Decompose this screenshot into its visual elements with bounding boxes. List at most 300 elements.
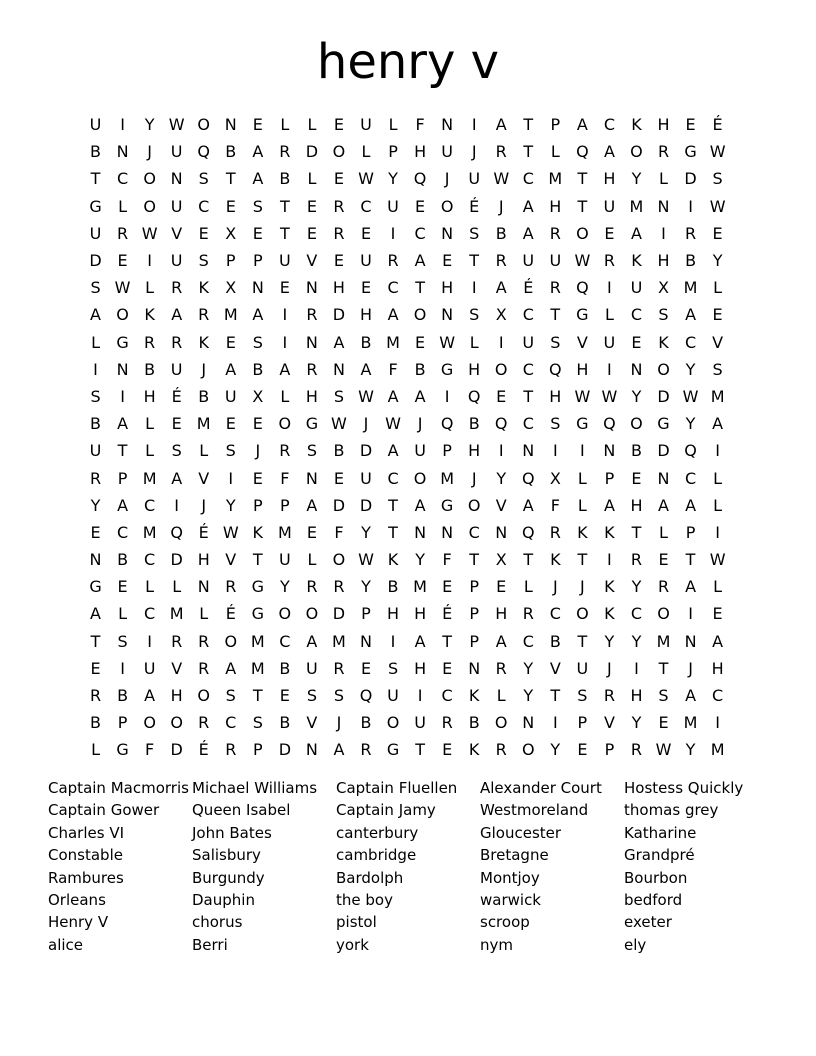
grid-letter[interactable]: O [657,359,670,379]
grid-letter[interactable]: T [225,169,236,189]
grid-letter[interactable]: E [279,686,290,706]
grid-letter[interactable]: O [467,495,481,515]
grid-letter[interactable]: E [171,414,182,434]
grid-letter[interactable]: U [387,196,399,216]
grid-letter[interactable]: U [224,386,237,406]
grid-letter[interactable]: Y [144,115,155,135]
grid-letter[interactable]: D [278,740,292,760]
grid-letter[interactable]: A [495,115,507,135]
grid-letter[interactable]: E [252,223,263,243]
grid-letter[interactable]: C [522,169,534,189]
grid-letter[interactable]: A [279,359,291,379]
grid-letter[interactable]: E [360,658,372,678]
grid-letter[interactable]: T [415,740,425,760]
grid-letter[interactable]: D [305,142,319,162]
grid-letter[interactable]: R [333,223,345,243]
grid-letter[interactable]: G [305,414,319,434]
grid-letter[interactable]: É [198,522,209,542]
grid-letter[interactable]: H [414,658,427,678]
grid-letter[interactable]: T [442,631,453,651]
grid-letter[interactable]: M [413,577,427,597]
grid-letter[interactable]: J [471,142,477,162]
grid-letter[interactable]: É [225,604,236,624]
grid-letter[interactable]: U [278,550,291,570]
grid-letter[interactable]: I [715,441,720,461]
grid-letter[interactable]: H [414,604,427,624]
grid-letter[interactable]: P [469,604,479,624]
grid-letter[interactable]: M [683,278,698,298]
grid-letter[interactable]: B [333,441,345,461]
grid-letter[interactable]: P [388,142,398,162]
grid-letter[interactable]: Q [197,142,210,162]
grid-letter[interactable]: M [277,522,292,542]
grid-letter[interactable]: D [657,386,670,406]
grid-letter[interactable]: I [471,278,477,298]
grid-letter[interactable]: N [630,359,643,379]
grid-letter[interactable]: U [576,658,589,678]
grid-letter[interactable]: R [117,223,129,243]
grid-letter[interactable]: N [305,740,318,760]
grid-letter[interactable]: H [170,686,183,706]
grid-letter[interactable]: C [712,686,724,706]
grid-letter[interactable]: E [496,386,507,406]
grid-letter[interactable]: Y [631,577,642,597]
grid-letter[interactable]: R [441,713,453,733]
grid-letter[interactable]: D [170,550,183,570]
grid-letter[interactable]: E [360,278,372,298]
grid-letter[interactable]: R [279,142,291,162]
grid-letter[interactable]: F [415,115,425,135]
grid-letter[interactable]: N [414,522,427,542]
grid-letter[interactable]: L [307,115,317,135]
grid-letter[interactable]: N [522,713,535,733]
grid-letter[interactable]: T [252,686,263,706]
grid-letter[interactable]: S [658,305,669,325]
grid-letter[interactable]: I [417,686,423,706]
grid-letter[interactable]: K [604,522,615,542]
grid-letter[interactable]: W [709,142,726,162]
grid-letter[interactable]: V [225,550,237,570]
grid-letter[interactable]: W [574,251,591,271]
grid-letter[interactable]: N [305,332,318,352]
grid-letter[interactable]: Q [521,522,535,542]
grid-letter[interactable]: S [198,169,209,189]
grid-letter[interactable]: O [143,169,156,189]
grid-letter[interactable]: H [657,115,670,135]
grid-letter[interactable]: R [279,441,291,461]
grid-letter[interactable]: Y [279,577,290,597]
grid-letter[interactable]: F [550,495,560,515]
grid-letter[interactable]: G [89,196,102,216]
grid-letter[interactable]: B [468,414,480,434]
grid-letter[interactable]: B [685,251,697,271]
grid-letter[interactable]: K [631,115,642,135]
grid-letter[interactable]: I [634,658,639,678]
grid-letter[interactable]: H [359,305,372,325]
grid-letter[interactable]: V [495,495,507,515]
grid-letter[interactable]: R [549,522,561,542]
grid-letter[interactable]: R [306,359,318,379]
grid-letter[interactable]: S [469,305,480,325]
grid-letter[interactable]: U [143,658,156,678]
grid-letter[interactable]: K [252,522,264,542]
grid-letter[interactable]: H [711,658,724,678]
grid-letter[interactable]: C [116,169,129,189]
grid-letter[interactable]: C [144,550,156,570]
grid-letter[interactable]: B [90,142,102,162]
grid-letter[interactable]: D [359,495,373,515]
grid-letter[interactable]: A [117,495,129,515]
grid-letter[interactable]: E [90,658,101,678]
grid-letter[interactable]: É [171,386,182,406]
grid-letter[interactable]: K [468,740,480,760]
grid-letter[interactable]: F [334,522,344,542]
grid-letter[interactable]: C [116,522,129,542]
grid-letter[interactable]: A [252,142,264,162]
grid-letter[interactable]: I [390,631,396,651]
grid-letter[interactable]: E [333,468,344,488]
grid-letter[interactable]: U [603,332,616,352]
grid-letter[interactable]: E [685,115,696,135]
grid-letter[interactable]: D [359,441,373,461]
grid-letter[interactable]: K [604,604,615,624]
grid-letter[interactable]: Y [523,686,534,706]
grid-letter[interactable]: T [550,686,561,706]
grid-letter[interactable]: B [630,441,642,461]
grid-letter[interactable]: K [198,278,209,298]
grid-letter[interactable]: P [685,522,696,542]
grid-letter[interactable]: T [685,550,696,570]
grid-letter[interactable]: M [386,332,400,352]
grid-letter[interactable]: G [576,414,589,434]
grid-letter[interactable]: C [522,305,534,325]
grid-letter[interactable]: O [576,604,589,624]
grid-letter[interactable]: C [522,631,534,651]
grid-letter[interactable]: I [174,495,180,515]
grid-letter[interactable]: W [574,386,591,406]
grid-letter[interactable]: E [712,305,723,325]
grid-letter[interactable]: M [142,468,157,488]
grid-letter[interactable]: H [468,359,481,379]
grid-letter[interactable]: C [387,278,399,298]
grid-letter[interactable]: O [440,196,454,216]
grid-letter[interactable]: B [144,359,156,379]
grid-letter[interactable]: O [413,305,427,325]
grid-letter[interactable]: I [715,522,720,542]
grid-letter[interactable]: C [630,604,643,624]
grid-letter[interactable]: Y [631,169,642,189]
grid-letter[interactable]: I [498,332,504,352]
grid-letter[interactable]: N [441,223,454,243]
grid-letter[interactable]: C [468,522,480,542]
grid-letter[interactable]: R [198,713,210,733]
grid-letter[interactable]: A [333,740,345,760]
grid-letter[interactable]: I [120,658,125,678]
grid-letter[interactable]: C [684,332,697,352]
grid-letter[interactable]: Y [631,713,642,733]
grid-letter[interactable]: Y [361,577,371,597]
grid-letter[interactable]: X [549,468,561,488]
grid-letter[interactable]: L [145,441,155,461]
grid-letter[interactable]: S [252,713,263,733]
grid-letter[interactable]: L [361,142,371,162]
grid-letter[interactable]: B [387,577,399,597]
grid-letter[interactable]: I [120,115,125,135]
grid-letter[interactable]: Y [496,468,507,488]
grid-letter[interactable]: O [576,223,589,243]
grid-letter[interactable]: C [522,359,534,379]
grid-letter[interactable]: I [607,359,612,379]
grid-letter[interactable]: V [171,223,183,243]
grid-letter[interactable]: E [442,577,453,597]
grid-letter[interactable]: L [388,115,398,135]
grid-letter[interactable]: U [603,196,616,216]
grid-letter[interactable]: Y [631,631,642,651]
grid-letter[interactable]: U [468,169,481,189]
grid-letter[interactable]: A [685,686,697,706]
grid-letter[interactable]: N [251,278,264,298]
grid-letter[interactable]: L [523,577,533,597]
grid-letter[interactable]: D [657,441,670,461]
grid-letter[interactable]: Q [359,686,373,706]
grid-letter[interactable]: O [332,550,346,570]
grid-letter[interactable]: C [414,223,426,243]
grid-letter[interactable]: R [198,658,210,678]
grid-letter[interactable]: J [498,196,504,216]
grid-letter[interactable]: I [607,278,612,298]
grid-letter[interactable]: T [631,522,642,542]
grid-letter[interactable]: A [414,251,426,271]
grid-letter[interactable]: L [145,577,155,597]
grid-letter[interactable]: E [306,223,317,243]
grid-letter[interactable]: Q [576,142,589,162]
grid-letter[interactable]: P [361,604,371,624]
grid-letter[interactable]: I [498,441,504,461]
grid-letter[interactable]: H [549,196,562,216]
grid-letter[interactable]: E [252,468,263,488]
grid-letter[interactable]: L [659,522,668,542]
grid-letter[interactable]: A [171,468,183,488]
grid-letter[interactable]: A [576,115,588,135]
grid-letter[interactable]: R [333,658,345,678]
grid-letter[interactable]: A [387,386,399,406]
grid-letter[interactable]: T [523,142,534,162]
grid-letter[interactable]: E [577,740,588,760]
grid-letter[interactable]: R [89,468,102,488]
grid-letter[interactable]: C [684,468,697,488]
grid-letter[interactable]: I [93,359,98,379]
grid-letter[interactable]: A [117,414,129,434]
grid-letter[interactable]: R [144,332,156,352]
grid-letter[interactable]: M [169,604,184,624]
grid-letter[interactable]: N [224,115,237,135]
grid-letter[interactable]: R [306,577,318,597]
grid-letter[interactable]: Q [684,441,697,461]
grid-letter[interactable]: O [332,142,346,162]
grid-letter[interactable]: G [684,142,697,162]
grid-letter[interactable]: S [225,686,236,706]
grid-letter[interactable]: F [442,550,452,570]
grid-letter[interactable]: B [198,386,210,406]
grid-letter[interactable]: N [441,522,454,542]
grid-letter[interactable]: Q [494,414,508,434]
grid-letter[interactable]: S [658,686,669,706]
grid-letter[interactable]: R [333,196,345,216]
grid-letter[interactable]: V [306,713,318,733]
grid-letter[interactable]: E [252,414,263,434]
grid-letter[interactable]: T [388,522,398,542]
grid-letter[interactable]: U [522,251,535,271]
grid-letter[interactable]: Q [603,414,616,434]
grid-letter[interactable]: G [116,740,129,760]
grid-letter[interactable]: D [332,305,346,325]
grid-letter[interactable]: L [145,414,155,434]
grid-letter[interactable]: T [117,441,128,461]
grid-letter[interactable]: M [710,740,725,760]
grid-letter[interactable]: T [415,278,425,298]
grid-letter[interactable]: W [682,386,699,406]
grid-letter[interactable]: R [495,142,507,162]
grid-letter[interactable]: K [468,686,480,706]
grid-letter[interactable]: L [713,495,723,515]
grid-letter[interactable]: A [144,686,156,706]
grid-letter[interactable]: O [657,604,670,624]
grid-letter[interactable]: E [225,332,236,352]
grid-letter[interactable]: E [415,332,426,352]
grid-letter[interactable]: K [144,305,155,325]
grid-letter[interactable]: B [279,658,291,678]
grid-letter[interactable]: C [144,604,156,624]
grid-letter[interactable]: A [90,604,101,624]
grid-letter[interactable]: V [171,658,183,678]
grid-letter[interactable]: T [523,115,534,135]
grid-letter[interactable]: T [279,196,290,216]
grid-letter[interactable]: L [118,604,128,624]
grid-letter[interactable]: K [550,550,561,570]
grid-letter[interactable]: R [306,305,318,325]
grid-letter[interactable]: M [656,631,671,651]
grid-letter[interactable]: R [198,631,210,651]
grid-letter[interactable]: H [468,441,481,461]
grid-letter[interactable]: U [89,223,102,243]
grid-letter[interactable]: C [630,305,643,325]
grid-letter[interactable]: C [603,115,615,135]
grid-letter[interactable]: S [225,441,236,461]
grid-letter[interactable]: P [117,468,128,488]
grid-letter[interactable]: I [147,631,152,651]
grid-letter[interactable]: S [387,658,399,678]
grid-letter[interactable]: A [712,414,724,434]
grid-letter[interactable]: N [468,658,481,678]
grid-letter[interactable]: J [201,495,207,515]
grid-letter[interactable]: V [603,713,615,733]
grid-letter[interactable]: T [469,251,480,271]
grid-letter[interactable]: R [630,740,643,760]
grid-letter[interactable]: E [225,414,236,434]
grid-letter[interactable]: D [332,495,346,515]
grid-letter[interactable]: I [228,468,234,488]
grid-letter[interactable]: I [282,332,288,352]
grid-letter[interactable]: S [712,169,723,189]
grid-letter[interactable]: D [332,604,346,624]
grid-letter[interactable]: M [548,169,563,189]
grid-letter[interactable]: C [549,604,561,624]
grid-letter[interactable]: D [89,251,102,271]
grid-letter[interactable]: W [358,386,374,406]
grid-letter[interactable]: L [713,278,723,298]
grid-letter[interactable]: L [199,604,209,624]
grid-letter[interactable]: V [198,468,210,488]
grid-letter[interactable]: W [709,196,726,216]
grid-letter[interactable]: E [198,223,209,243]
grid-letter[interactable]: T [523,550,534,570]
grid-letter[interactable]: F [145,740,155,760]
grid-letter[interactable]: A [630,223,642,243]
grid-letter[interactable]: B [279,713,291,733]
grid-letter[interactable]: R [657,142,670,162]
grid-letter[interactable]: H [603,169,616,189]
grid-letter[interactable]: S [198,251,209,271]
grid-letter[interactable]: R [495,740,507,760]
grid-letter[interactable]: R [549,223,561,243]
grid-letter[interactable]: G [576,305,589,325]
grid-letter[interactable]: L [280,386,290,406]
grid-letter[interactable]: X [495,305,507,325]
grid-letter[interactable]: W [358,550,374,570]
grid-letter[interactable]: Q [413,169,427,189]
grid-letter[interactable]: N [657,468,670,488]
grid-letter[interactable]: H [387,604,400,624]
grid-letter[interactable]: R [522,604,534,624]
grid-letter[interactable]: E [442,740,453,760]
grid-letter[interactable]: T [252,550,263,570]
grid-letter[interactable]: A [414,386,426,406]
grid-letter[interactable]: J [417,414,423,434]
grid-letter[interactable]: R [657,577,670,597]
grid-letter[interactable]: K [631,251,642,271]
grid-letter[interactable]: P [252,495,263,515]
grid-letter[interactable]: R [198,305,210,325]
grid-letter[interactable]: U [170,251,183,271]
grid-letter[interactable]: L [91,740,100,760]
grid-letter[interactable]: Y [388,169,398,189]
grid-letter[interactable]: I [552,713,558,733]
grid-letter[interactable]: N [360,631,372,651]
grid-letter[interactable]: E [117,577,128,597]
grid-letter[interactable]: C [387,468,399,488]
grid-letter[interactable]: O [197,686,210,706]
grid-letter[interactable]: I [715,713,720,733]
grid-letter[interactable]: D [684,169,697,189]
grid-letter[interactable]: T [577,169,588,189]
grid-letter[interactable]: R [495,658,507,678]
grid-letter[interactable]: C [522,414,534,434]
grid-letter[interactable]: O [143,713,156,733]
grid-letter[interactable]: I [444,386,450,406]
grid-letter[interactable]: J [444,169,450,189]
grid-letter[interactable]: E [360,223,372,243]
grid-letter[interactable]: F [280,468,290,488]
grid-letter[interactable]: B [549,631,561,651]
grid-letter[interactable]: B [252,359,264,379]
grid-letter[interactable]: L [172,577,182,597]
grid-letter[interactable]: P [442,441,452,461]
grid-letter[interactable]: C [279,631,291,651]
grid-letter[interactable]: Q [576,278,589,298]
grid-letter[interactable]: L [91,332,100,352]
grid-letter[interactable]: S [252,196,263,216]
grid-letter[interactable]: A [495,631,507,651]
